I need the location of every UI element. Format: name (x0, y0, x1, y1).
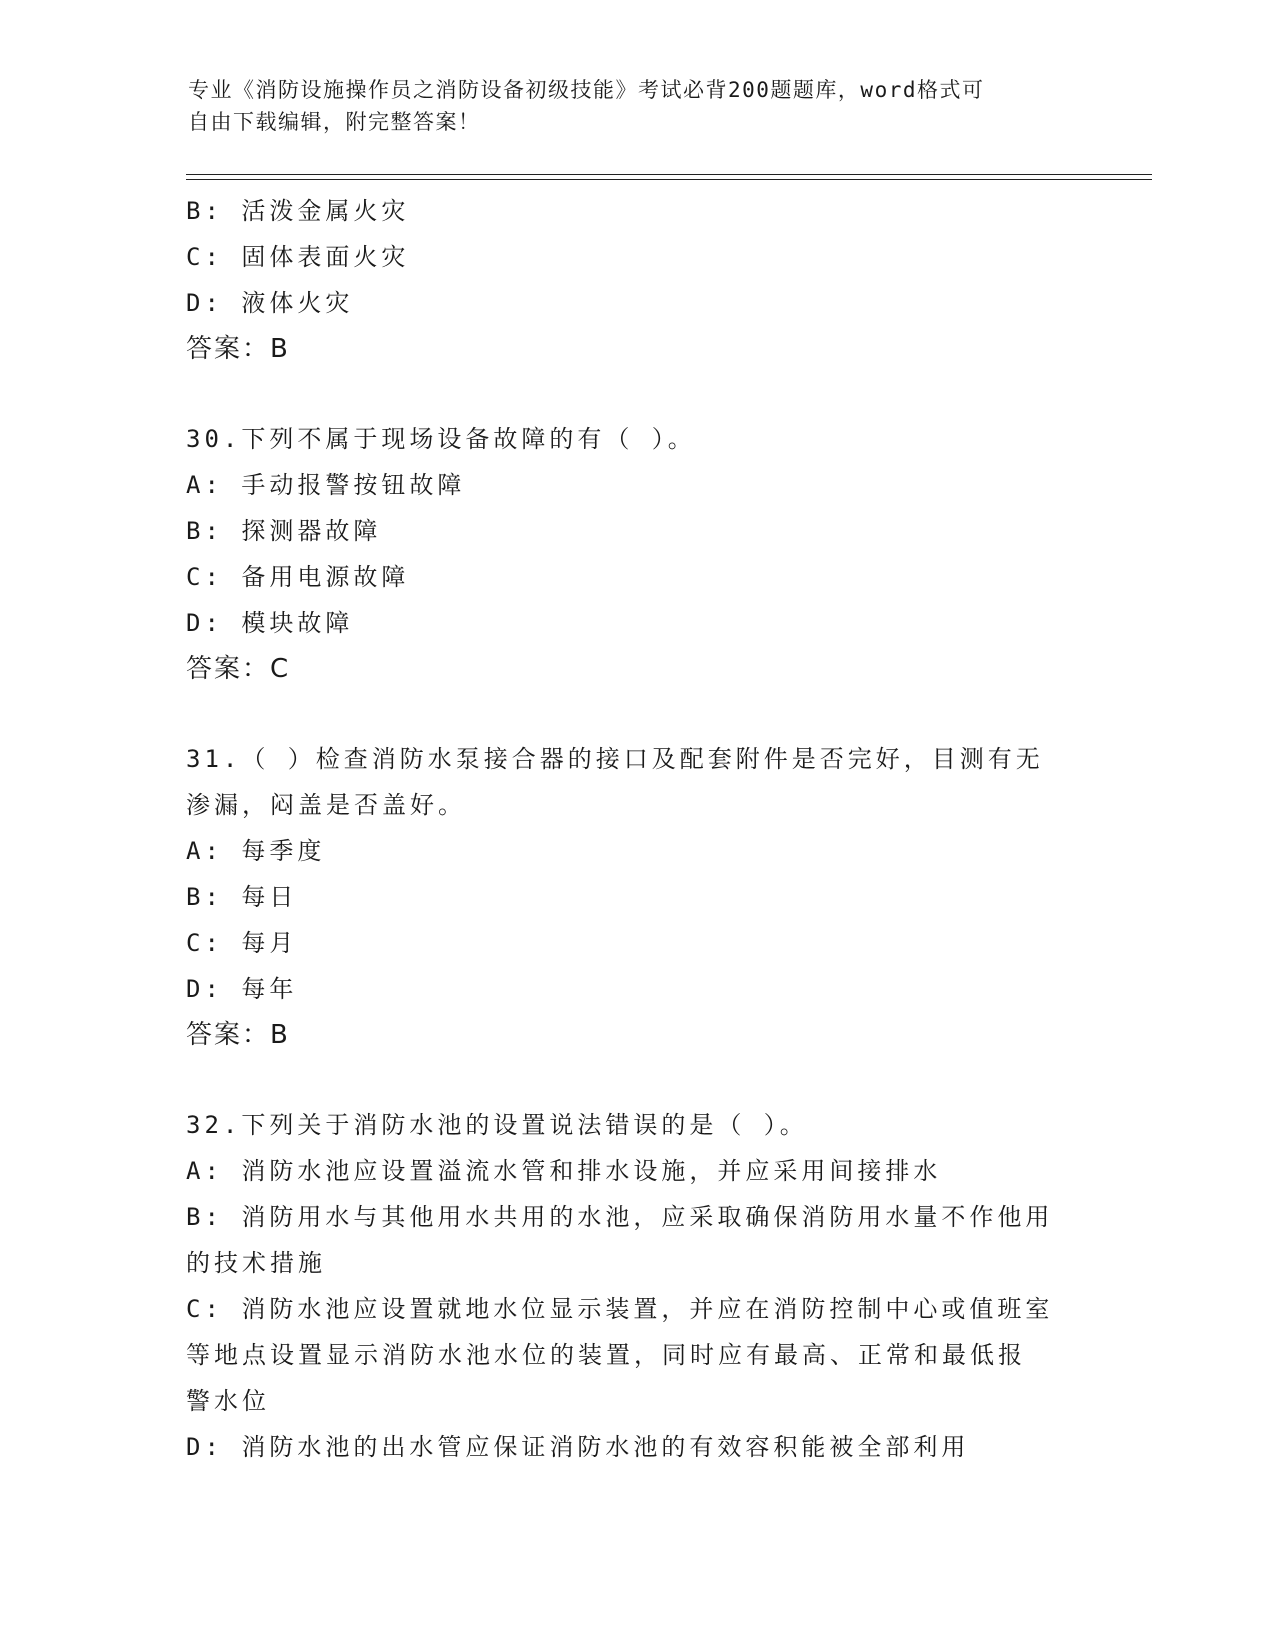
option-a: A: 手动报警按钮故障 (186, 471, 466, 499)
spacer (186, 372, 1086, 416)
option-c-line-1: C: 消防水池应设置就地水位显示装置，并应在消防控制中心或值班室 (186, 1295, 1054, 1323)
option-b: B: 活泼金属火灾 (186, 197, 410, 225)
answer: 答案：B (186, 334, 290, 364)
option-d: D: 每年 (186, 975, 298, 1003)
header-divider-bottom (186, 179, 1152, 180)
option-b-line-1: B: 消防用水与其他用水共用的水池，应采取确保消防用水量不作他用 (186, 1203, 1054, 1231)
spacer (186, 692, 1086, 736)
question-32 (186, 1102, 1086, 1470)
spacer (186, 1058, 1086, 1102)
question-29 (186, 188, 1086, 372)
option-c-line-2: 等地点设置显示消防水池水位的装置，同时应有最高、正常和最低报 (186, 1341, 1026, 1369)
header-divider-top (186, 174, 1152, 175)
option-a: A: 消防水池应设置溢流水管和排水设施，并应采用间接排水 (186, 1157, 942, 1185)
header-title-line-2: 自由下载编辑，附完整答案！ (188, 110, 481, 134)
question-text: 32.下列关于消防水池的设置说法错误的是（ ）。 (186, 1111, 808, 1139)
question-list (186, 188, 1086, 1470)
question-text-line-2: 渗漏，闷盖是否盖好。 (186, 791, 466, 819)
option-b: B: 探测器故障 (186, 517, 382, 545)
answer: 答案：C (186, 654, 291, 684)
option-a: A: 每季度 (186, 837, 326, 865)
option-d: D: 消防水池的出水管应保证消防水池的有效容积能被全部利用 (186, 1433, 970, 1461)
question-31 (186, 736, 1086, 1058)
question-text: 30.下列不属于现场设备故障的有（ ）。 (186, 425, 696, 453)
option-c: C: 每月 (186, 929, 298, 957)
option-d: D: 模块故障 (186, 609, 354, 637)
option-b: B: 每日 (186, 883, 298, 911)
option-c-line-3: 警水位 (186, 1387, 270, 1415)
option-c: C: 固体表面火灾 (186, 243, 410, 271)
question-30 (186, 416, 1086, 692)
option-d: D: 液体火灾 (186, 289, 354, 317)
question-text-line-1: 31.（ ）检查消防水泵接合器的接口及配套附件是否完好，目测有无 (186, 745, 1044, 773)
header-title-line-1: 专业《消防设施操作员之消防设备初级技能》考试必背200题题库，word格式可 (188, 78, 985, 102)
document-header (188, 74, 1068, 138)
option-b-line-2: 的技术措施 (186, 1249, 326, 1277)
option-c: C: 备用电源故障 (186, 563, 410, 591)
answer: 答案：B (186, 1020, 290, 1050)
